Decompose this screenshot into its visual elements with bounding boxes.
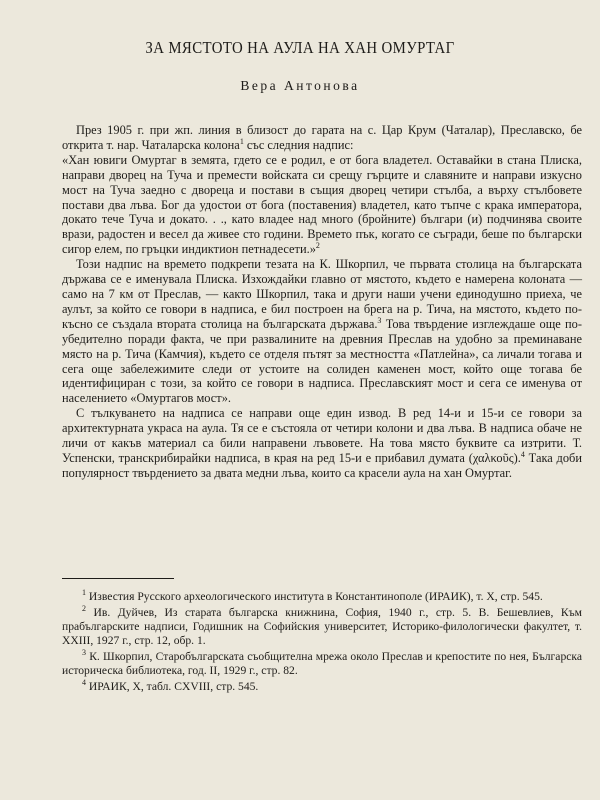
body-paragraph-2: Този надпис на времето подкрепи тезата на К. Шкорпил, че първата столица на българската държава се е именувала Плиска. Изхождайки главно от мястото, където е намерена колоната — само на 7 км от Преслав, — както Шкорпил, така и други наши учени единодушно приеха, че аулът, за който се говори в надписа, е бил построен на брега на р. Тича, на мястото, където по-късно се създала втората столица на българската държава.$^3$ Това твърдение изглеждаше още по-убедително поради факта, че при развалините на древния Преслав на удобно за преминаване място на р. Тича (Камчия), където се отделя пътят за местността «Патлейна», са личали тогава и сега още забележимите следи от устоите на солиден каменен мост, който още тогава бе идентифициран с този, за който се говори в надписа. Преславският мост и сега се именува от населението «Омуртагов мост». <box>62 257 582 406</box>
footnote-ref-3[interactable]: 3 <box>377 315 382 325</box>
footnote-ref-4[interactable]: 4 <box>520 449 525 459</box>
body-paragraph-1: През 1905 г. при жп. линия в близост до гарата на с. Цар Крум (Чаталар), Преславско, бе открита т. нар. Чаталарска колона$^1$ със следния надпис: <box>62 123 582 152</box>
article-author: Вера Антонова <box>240 78 360 93</box>
article-title: ЗА МЯСТОТО НА АУЛА НА ХАН ОМУРТАГ <box>145 38 455 57</box>
footnotes <box>62 590 582 696</box>
footnote-3: $^3$ К. Шкорпил, Старобългарската съобщителна мрежа около Преслав и крепостите по нея, Българска историческа библиотека, год. II, 1929 г., стр. 82. <box>62 648 582 677</box>
footnote-ref-2[interactable]: 2 <box>315 241 320 251</box>
footnote-4: $^4$ ИРАИК, X, табл. CXVIII, стр. 545. <box>82 678 259 693</box>
article-body <box>62 123 582 481</box>
footnote-1: $^1$ Известия Русского археологического института в Константинополе (ИРАИК), т. X, стр. 545. <box>82 588 543 603</box>
footnote-divider <box>62 578 174 579</box>
body-paragraph-3: С тълкуването на надписа се направи още един извод. В ред 14-и и 15-и се говори за архитектурната украса на аула. Тя се е състояла от четири колони и два лъва. В надписа обаче не личи от какъв материал са били направени лъвовете. На това място буквите са изтрити. Т. Успенски, транскрибирайки надписа, в края на ред 15-и е прибавил думата (χαλκοῦς).$^4$ Така доби популярност твърдението за двата медни лъва, които са красели аула на хан Омуртаг. <box>62 406 582 480</box>
inscription-quote: «Хан ювиги Омуртаг в земята, гдето се е родил, е от бога владетел. Оставайки в стана Плиска, направи дворец на Туча и премести войската си срещу гърците и славяните и направи изкусно мост на Туча заедно с двореца и постави в същия дворец четири стълба, а върху стълбовете постави два лъва. Бог да удостои от бога (поставения) владетел, като тъпче с крака императора, докато тече Туча и докато. . ., като владее над много (бройните) българи (и) подчинява своите врази, радостен и весел да живее сто години. Времето пък, когато се съгради, беше по български сигор елем, по гръцки индиктион петнадесети.»$^2$ <box>62 152 582 257</box>
footnote-ref-1[interactable]: 1 <box>239 136 244 146</box>
footnote-2: $^2$ Ив. Дуйчев, Из старата българска книжнина, София, 1940 г., стр. 5. В. Бешевлиев, Към прабългарските надписи, Годишник на Софийския университет, Историко-филологически факултет, т. XXIII, 1927 г., стр. 12, обр. 1. <box>62 604 582 647</box>
